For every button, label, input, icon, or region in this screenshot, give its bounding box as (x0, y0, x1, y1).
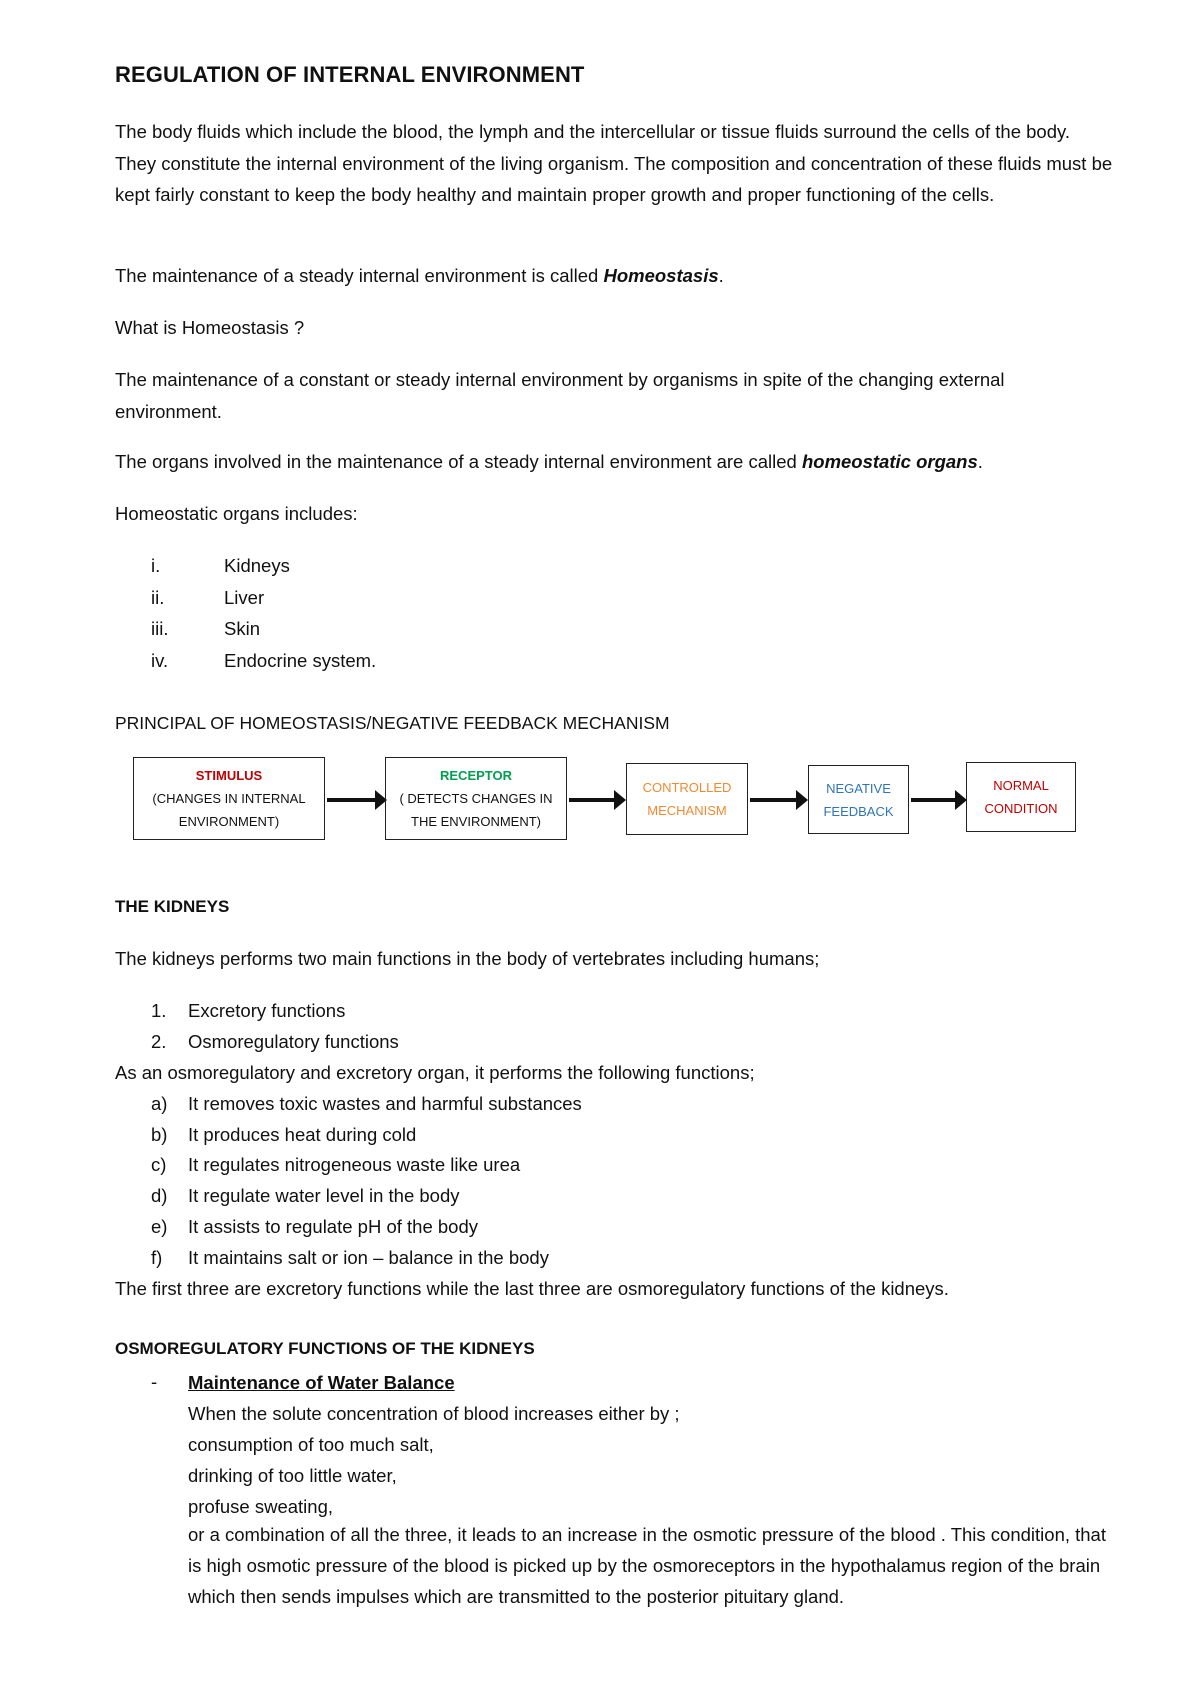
list-item: It assists to regulate pH of the body (188, 1216, 478, 1237)
organs-suffix: . (977, 451, 983, 472)
list-item: It regulates nitrogeneous waste like urea (188, 1154, 521, 1175)
list-item: Skin (224, 618, 260, 639)
feedback-line2: FEEDBACK (823, 803, 894, 819)
principle-heading: PRINCIPAL OF HOMEOSTASIS/NEGATIVE FEEDBACK MECHANISM (115, 713, 670, 733)
controlled-mechanism-box (626, 763, 748, 835)
water-balance-paragraph: or a combination of all the three, it leads to an increase in the osmotic pressure of the blood . This condition, that is high osmotic pressure of the blood is picked up by the osmoreceptors in the hypothalamus region of the brain which then sends impulses which are transmitted to the posterior pituitary gland. (188, 1524, 1106, 1608)
list-item: Liver (224, 587, 265, 608)
controlled-line2: MECHANISM (647, 803, 727, 818)
organs-sentence (115, 450, 983, 474)
list-item: Excretory functions (188, 1000, 346, 1021)
normal-line1: NORMAL (993, 778, 1049, 793)
water-balance-line: consumption of too much salt, (188, 1434, 434, 1455)
bullet-dash: - (151, 1371, 158, 1392)
water-balance-line: When the solute concentration of blood increases either by ; (188, 1403, 680, 1424)
list-item: It maintains salt or ion – balance in the body (188, 1247, 549, 1268)
list-item-number: d) (151, 1185, 168, 1206)
kidneys-heading: THE KIDNEYS (115, 897, 230, 916)
stimulus-line2: ENVIRONMENT) (178, 814, 280, 829)
list-item: It removes toxic wastes and harmful substances (188, 1093, 582, 1114)
receptor-line1: ( DETECTS CHANGES IN (399, 791, 553, 806)
water-balance-heading: Maintenance of Water Balance (188, 1372, 455, 1393)
arrow-right-icon (911, 798, 961, 802)
list-item-number: 1. (151, 1000, 167, 1021)
arrow-right-icon (750, 798, 802, 802)
stimulus-line1: (CHANGES IN INTERNAL (152, 791, 306, 806)
list-item: Endocrine system. (224, 650, 377, 671)
definition-paragraph: The maintenance of a constant or steady internal environment by organisms in spite of the changing external environment. (115, 369, 1005, 422)
homeostasis-term: Homeostasis (603, 265, 719, 286)
stimulus-box (133, 757, 325, 840)
page-title: REGULATION OF INTERNAL ENVIRONMENT (115, 62, 585, 87)
controlled-line1: CONTROLLED (642, 780, 732, 795)
list-item-number: i. (151, 555, 161, 576)
organs-prefix: The organs involved in the maintenance of a steady internal environment are called (115, 451, 802, 472)
negative-feedback-box (808, 765, 909, 834)
list-item-number: a) (151, 1093, 168, 1114)
normal-condition-box (966, 762, 1076, 832)
stimulus-title: STIMULUS (195, 768, 263, 783)
list-item-number: ii. (151, 587, 165, 608)
list-item: Kidneys (224, 555, 290, 576)
water-balance-line: profuse sweating, (188, 1496, 334, 1517)
receptor-title: RECEPTOR (440, 768, 512, 783)
list-item: It produces heat during cold (188, 1124, 417, 1145)
arrow-right-icon (569, 798, 620, 802)
organ-functions-intro: As an osmoregulatory and excretory organ, it performs the following functions; (115, 1062, 755, 1083)
intro-paragraph: The body fluids which include the blood, the lymph and the intercellular or tissue fluids surround the cells of the body. They constitute the internal environment of the living organism. The composition and concentration of these fluids must be kept fairly constant to keep the body healthy and maintain proper growth and proper functioning of the cells. (115, 121, 1113, 205)
water-balance-line: drinking of too little water, (188, 1465, 397, 1486)
list-item-number: e) (151, 1216, 168, 1237)
feedback-line1: NEGATIVE (826, 780, 891, 796)
list-item-number: b) (151, 1124, 168, 1145)
list-item-number: iii. (151, 618, 169, 639)
list-item: It regulate water level in the body (188, 1185, 460, 1206)
receptor-line2: THE ENVIRONMENT) (411, 814, 541, 829)
organs-term: homeostatic organs (801, 451, 978, 472)
list-item-number: f) (151, 1247, 163, 1268)
list-item-number: 2. (151, 1031, 167, 1052)
osmoregulatory-heading: OSMOREGULATORY FUNCTIONS OF THE KIDNEYS (115, 1339, 535, 1358)
receptor-box (385, 757, 567, 840)
list-item-number: c) (151, 1154, 167, 1175)
list-item: Osmoregulatory functions (188, 1031, 399, 1052)
list-item-number: iv. (151, 650, 169, 671)
homeostasis-prefix: The maintenance of a steady internal environment is called (115, 265, 604, 286)
arrow-right-icon (327, 798, 381, 802)
homeostasis-sentence (115, 264, 724, 288)
normal-line2: CONDITION (984, 801, 1058, 816)
functions-summary: The first three are excretory functions while the last three are osmoregulatory functions of the kidneys. (115, 1278, 949, 1299)
organs-intro: Homeostatic organs includes: (115, 503, 358, 524)
homeostasis-suffix: . (718, 265, 724, 286)
question-line: What is Homeostasis ? (115, 317, 305, 338)
kidneys-intro: The kidneys performs two main functions in the body of vertebrates including humans; (115, 948, 820, 969)
